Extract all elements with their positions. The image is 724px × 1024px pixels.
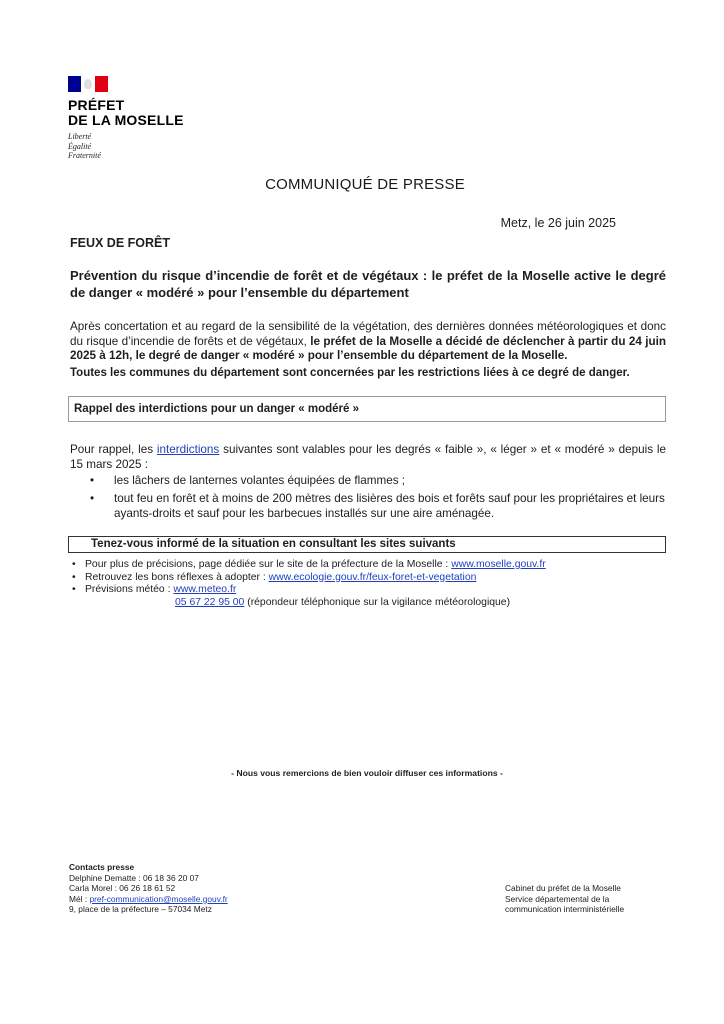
marianne-flag-icon (68, 76, 108, 92)
rubric-title: FEUX DE FORÊT (70, 236, 171, 250)
list-item: • Pour plus de précisions, page dédiée sur le site de la préfecture de la Moselle : www.moselle.gouv.fr (72, 559, 546, 570)
info-links (72, 559, 662, 609)
email-link[interactable]: pref-communication@moselle.gouv.fr (89, 893, 228, 904)
list-item: • Prévisions météo : www.meteo.fr (72, 584, 237, 595)
ecology-link[interactable]: www.ecologie.gouv.fr/feux-foret-et-vegetation (268, 571, 477, 583)
meteo-link[interactable]: www.meteo.fr (173, 584, 237, 595)
thanks-note: - Nous vous remercions de bien vouloir diffuser ces informations - (231, 768, 503, 778)
prefecture-title: PRÉFET DE LA MOSELLE (68, 97, 184, 128)
republic-motto: Liberté Égalité Fraternité (68, 132, 101, 160)
bullet-icon: • (72, 559, 76, 570)
headline: Prévention du risque d’incendie de forêt et de végétaux : le préfet de la Moselle active le degré de danger « modéré » pour l’ensemble du département (70, 268, 666, 300)
prefecture-logo (68, 76, 208, 161)
body-paragraph: Après concertation et au regard de la sensibilité de la végétation, des dernières données météorologiques et donc du risque d’incendie de forêts et de végétaux, le préfet de la Moselle a décidé de déclencher à partir du 24 juin 2025 à 12h, le degré de danger « modéré » pour l’ensemble du département de la Moselle. (70, 320, 667, 363)
list-item: • Retrouvez les bons réflexes à adopter : www.ecologie.gouv.fr/feux-foret-et-vegetation (72, 571, 477, 583)
info-box: Tenez-vous informé de la situation en consultant les sites suivants (68, 536, 666, 553)
list-item: • tout feu en forêt et à moins de 200 mètres des lisières des bois et forêts sauf pour les propriétaires et leurs ayants-droits et sauf pour les barbecues installés sur une aire aménagée. (90, 492, 665, 520)
reminder-box: Rappel des interdictions pour un danger « modéré » (68, 396, 666, 422)
bullet-icon: • (90, 474, 95, 487)
interdictions-link[interactable]: interdictions (156, 443, 220, 456)
cabinet-signature: Cabinet du préfet de la Moselle Service départemental de la communication interministérielle (505, 883, 625, 915)
list-item: • les lâchers de lanternes volantes équipées de flammes ; (90, 474, 406, 487)
list-item: 05 67 22 95 00 (répondeur téléphonique sur la vigilance météorologique) (175, 596, 511, 608)
bullet-icon: • (72, 584, 76, 595)
phone-link[interactable]: 05 67 22 95 00 (175, 596, 245, 608)
press-contacts: Contacts presse Delphine Dematte : 06 18 36 20 07 Carla Morel : 06 26 18 61 52 Mél : pref-communication@moselle.gouv.fr 9, place de la préfecture – 57034 Metz (69, 862, 228, 915)
prefecture-link[interactable]: www.moselle.gouv.fr (451, 559, 546, 570)
bullet-icon: • (90, 492, 95, 505)
document-type: COMMUNIQUÉ DE PRESSE (265, 176, 465, 193)
bullet-icon: • (72, 571, 76, 583)
document-date: Metz, le 26 juin 2025 (500, 216, 616, 230)
rules-intro: Pour rappel, les interdictions suivantes sont valables pour les degrés « faible », « léger » et « modéré » depuis le 15 mars 2025 : (70, 443, 667, 471)
communes-statement: Toutes les communes du département sont concernées par les restrictions liées à ce degré de danger. (70, 367, 630, 379)
rules-list (70, 473, 666, 524)
